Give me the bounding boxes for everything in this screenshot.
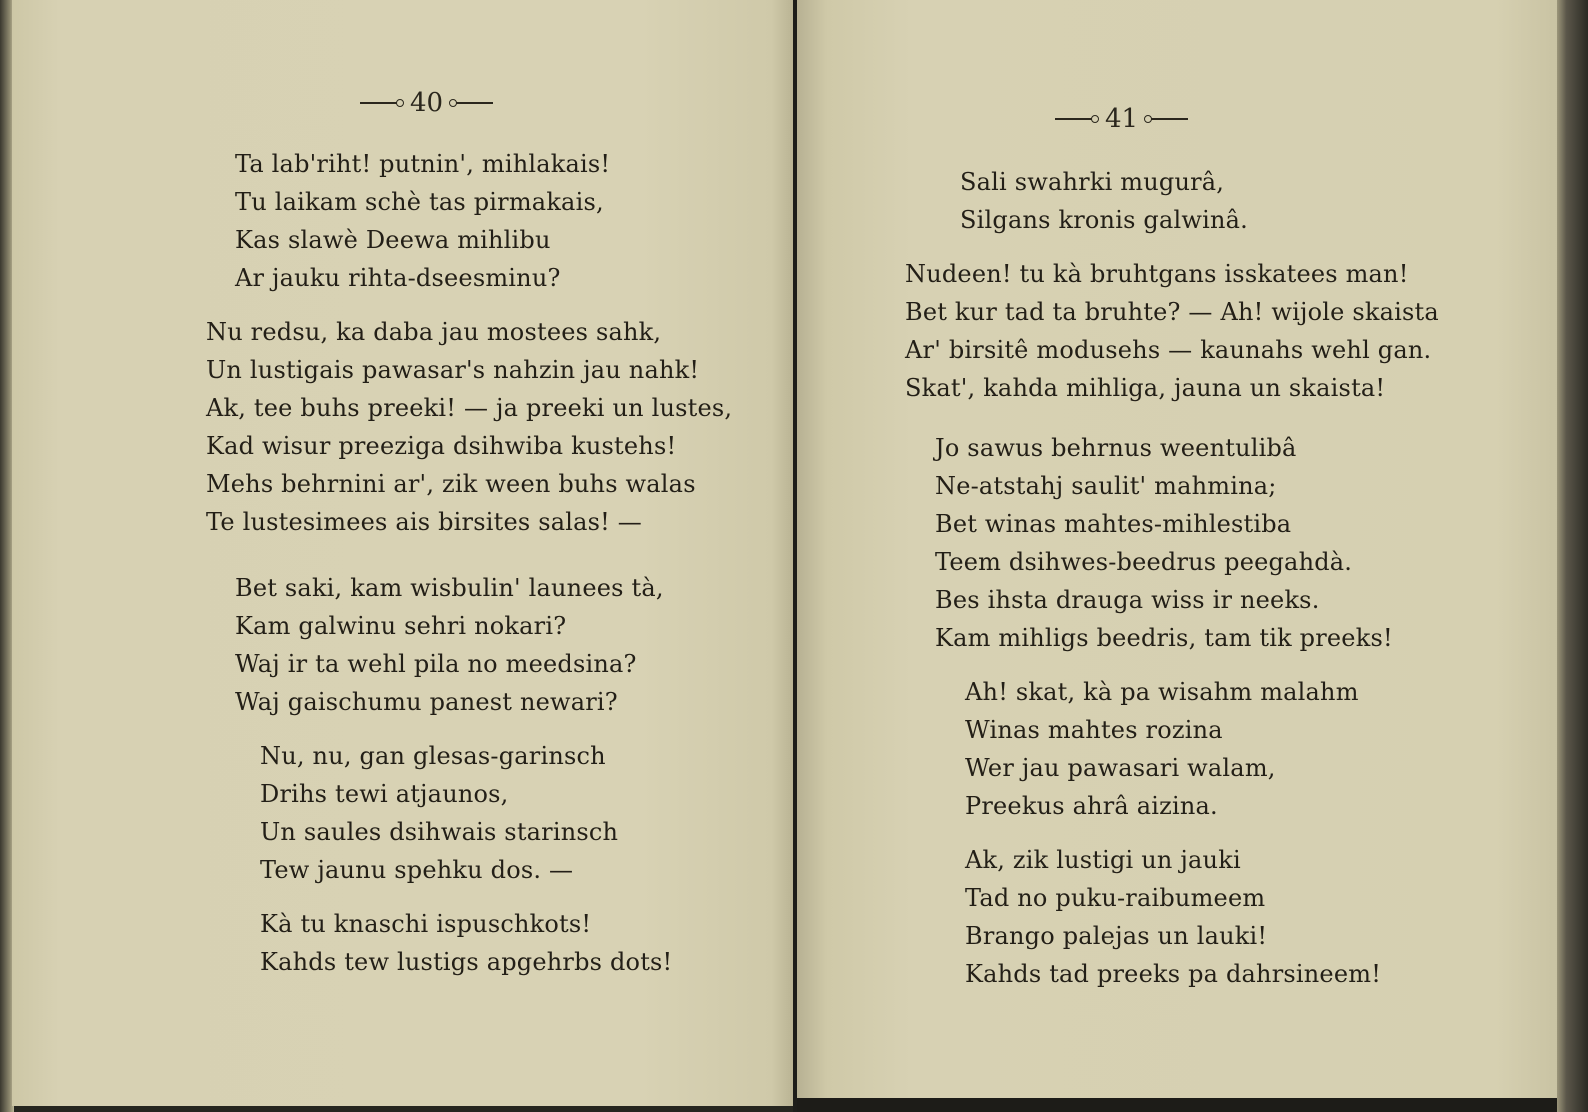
- folio-ornament-icon: [1148, 118, 1188, 120]
- verse-line: Kad wisur preeziga dsihwiba kustehs!: [206, 432, 677, 460]
- verse-line: Drihs tewi atjaunos,: [260, 780, 509, 808]
- folio-text: 41: [1105, 104, 1139, 134]
- verse-line: Jo sawus behrnus weentulibâ: [935, 434, 1297, 462]
- folio-ornament-icon: [1055, 118, 1095, 120]
- verse-line: Ar jauku rihta-dseesminu?: [235, 264, 561, 292]
- verse-line: Te lustesimees ais birsites salas! —: [206, 508, 643, 536]
- verse-line: Silgans kronis galwinâ.: [960, 206, 1248, 234]
- right-page: [797, 0, 1557, 1106]
- folio-ornament-icon: [453, 102, 493, 104]
- folio-ornament-icon: [360, 102, 400, 104]
- verse-line: Ah! skat, kà pa wisahm malahm: [965, 678, 1359, 706]
- verse-line: Bes ihsta drauga wiss ir neeks.: [935, 586, 1320, 614]
- verse-line: Kà tu knaschi ispuschkots!: [260, 910, 592, 938]
- verse-line: Bet kur tad ta bruhte? — Ah! wijole skaista: [905, 298, 1439, 326]
- verse-line: Tew jaunu spehku dos. —: [260, 856, 574, 884]
- left-page: [12, 0, 795, 1106]
- verse-line: Bet winas mahtes-mihlestiba: [935, 510, 1292, 538]
- verse-line: Teem dsihwes-beedrus peegahdà.: [935, 548, 1353, 576]
- verse-line: Nu redsu, ka daba jau mostees sahk,: [206, 318, 662, 346]
- verse-line: Ak, zik lustigi un jauki: [965, 846, 1241, 874]
- verse-line: Waj gaischumu panest newari?: [235, 688, 618, 716]
- verse-line: Kam mihligs beedris, tam tik preeks!: [935, 624, 1393, 652]
- verse-line: Winas mahtes rozina: [965, 716, 1223, 744]
- verse-line: Brango palejas un lauki!: [965, 922, 1268, 950]
- right-page-bottom-edge: [797, 1098, 1557, 1112]
- verse-line: Kas slawè Deewa mihlibu: [235, 226, 551, 254]
- page-number-right: [1055, 104, 1188, 134]
- verse-line: Preekus ahrâ aizina.: [965, 792, 1218, 820]
- verse-line: Kahds tew lustigs apgehrbs dots!: [260, 948, 673, 976]
- verse-line: Kam galwinu sehri nokari?: [235, 612, 567, 640]
- verse-line: Sali swahrki mugurâ,: [960, 168, 1225, 196]
- verse-line: Bet saki, kam wisbulin' launees tà,: [235, 574, 664, 602]
- verse-line: Ta lab'riht! putnin', mihlakais!: [235, 150, 611, 178]
- right-page-edge: [1557, 0, 1588, 1112]
- page-number-left: [360, 88, 493, 118]
- folio-text: 40: [410, 88, 444, 118]
- verse-line: Ne-atstahj saulit' mahmina;: [935, 472, 1277, 500]
- verse-line: Nu, nu, gan glesas-garinsch: [260, 742, 606, 770]
- verse-line: Tad no puku-raibumeem: [965, 884, 1266, 912]
- verse-line: Mehs behrnini ar', zik ween buhs walas: [206, 470, 696, 498]
- verse-line: Nudeen! tu kà bruhtgans isskatees man!: [905, 260, 1409, 288]
- verse-line: Un lustigais pawasar's nahzin jau nahk!: [206, 356, 700, 384]
- verse-line: Waj ir ta wehl pila no meedsina?: [235, 650, 637, 678]
- verse-line: Wer jau pawasari walam,: [965, 754, 1276, 782]
- verse-line: Un saules dsihwais starinsch: [260, 818, 619, 846]
- verse-line: Ak, tee buhs preeki! — ja preeki un lustes,: [206, 394, 733, 422]
- verse-line: Ar' birsitê modusehs — kaunahs wehl gan.: [905, 336, 1432, 364]
- verse-line: Skat', kahda mihliga, jauna un skaista!: [905, 374, 1386, 402]
- verse-line: Kahds tad preeks pa dahrsineem!: [965, 960, 1382, 988]
- verse-line: Tu laikam schè tas pirmakais,: [235, 188, 604, 216]
